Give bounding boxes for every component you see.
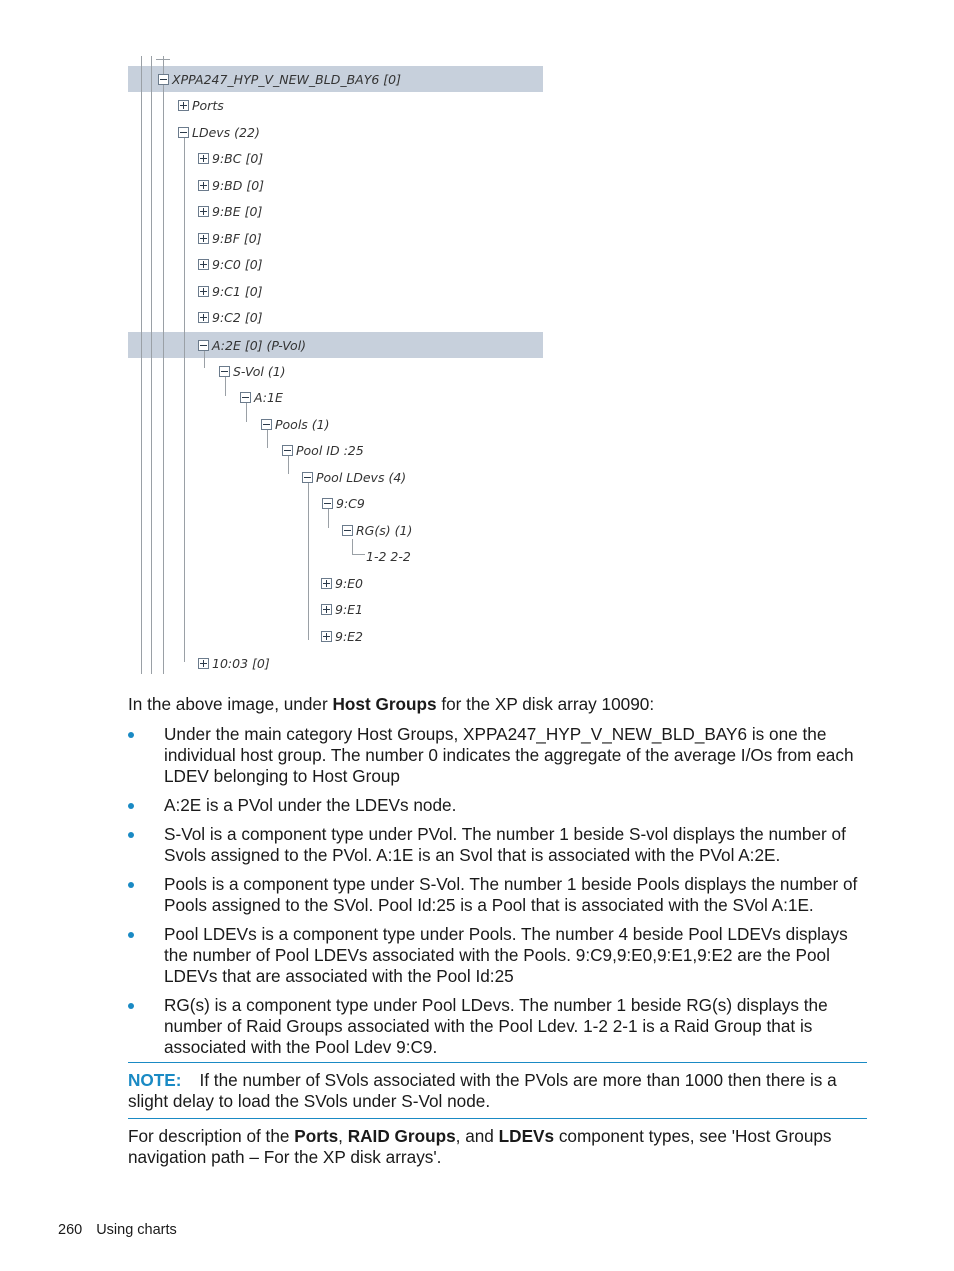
tree-node[interactable] <box>219 362 286 380</box>
tree-connector-line <box>308 480 309 640</box>
expand-plus-icon[interactable] <box>198 259 209 270</box>
tree-node[interactable] <box>198 176 264 194</box>
tree-node-label: 9:E2 <box>335 628 364 644</box>
tree-node[interactable] <box>342 521 412 539</box>
bullet-dot-icon <box>128 732 134 738</box>
tree-node[interactable] <box>322 494 365 512</box>
bullet-dot-icon <box>128 1003 134 1009</box>
tree-node[interactable] <box>198 336 306 354</box>
bullet-list <box>128 724 868 1066</box>
bullet-item <box>128 995 868 1058</box>
bullet-text: Under the main category Host Groups, XPPA247_HYP_V_NEW_BLD_BAY6 is one the individual host group. The number 0 indicates the aggregate of the average I/Os from each LDEV belonging to Host Group <box>164 724 854 786</box>
tree-node[interactable] <box>178 123 260 141</box>
tree-connector-line <box>163 82 164 674</box>
collapse-minus-icon[interactable] <box>158 74 169 85</box>
closing-text: For description of the <box>128 1126 295 1146</box>
note-label: NOTE: <box>128 1070 182 1090</box>
selected-row-highlight <box>128 332 543 358</box>
bullet-dot-icon <box>128 932 134 938</box>
tree-node-label: 9:C9 <box>336 495 365 511</box>
closing-bold-ports: Ports <box>294 1126 339 1146</box>
collapse-minus-icon[interactable] <box>261 419 272 430</box>
bullet-text: S-Vol is a component type under PVol. The number 1 beside S-vol displays the number of Svols assigned to the PVol. A:1E is an Svol that is associated with the PVol A:2E. <box>164 824 846 865</box>
bullet-item <box>128 874 868 916</box>
bullet-text: Pool LDEVs is a component type under Pools. The number 4 beside Pool LDEVs displays the number of Pool LDEVs associated with the Pools. 9:C9,9:E0,9:E1,9:E2 are the Pool LDEVs that are associated with the Pool Id:25 <box>164 924 848 986</box>
bullet-item <box>128 795 868 816</box>
collapse-minus-icon[interactable] <box>282 445 293 456</box>
page-footer <box>58 1222 177 1238</box>
tree-node-label: 1-2 2-2 <box>366 548 411 564</box>
bullet-text: Pools is a component type under S-Vol. The number 1 beside Pools displays the number of Pools assigned to the SVol. Pool Id:25 is a Pool that is associated with the SVol A:1E. <box>164 874 858 915</box>
tree-node-label: 9:BE [0] <box>212 203 263 219</box>
page-number: 260 <box>58 1222 83 1238</box>
note-text: If the number of SVols associated with the PVols are more than 1000 then there is a slight delay to load the SVols under S-Vol node. <box>128 1070 837 1111</box>
expand-plus-icon[interactable] <box>198 658 209 669</box>
expand-plus-icon[interactable] <box>198 312 209 323</box>
expand-plus-icon[interactable] <box>321 604 332 615</box>
host-group-tree-figure <box>128 56 544 676</box>
tree-node[interactable] <box>198 654 270 672</box>
tree-node[interactable] <box>158 70 401 88</box>
tree-node-label: 9:BD [0] <box>212 177 265 193</box>
collapse-minus-icon[interactable] <box>178 127 189 138</box>
tree-node[interactable] <box>198 255 263 273</box>
intro-paragraph <box>128 694 868 715</box>
tree-node-label: A:1E <box>254 389 283 405</box>
tree-node-label: 10:03 [0] <box>212 655 270 671</box>
expand-plus-icon[interactable] <box>198 233 209 244</box>
tree-node-label: Pools (1) <box>275 416 330 432</box>
tree-node[interactable] <box>198 202 262 220</box>
expand-plus-icon[interactable] <box>321 631 332 642</box>
intro-bold-term: Host Groups <box>332 694 437 714</box>
closing-text: , and <box>455 1126 499 1146</box>
tree-node-label: A:2E [0] (P-Vol) <box>212 337 307 353</box>
expand-plus-icon[interactable] <box>178 100 189 111</box>
bullet-text: RG(s) is a component type under Pool LDevs. The number 1 beside RG(s) displays the number of Raid Groups associated with the Pool Ldev. 1-2 2-1 is a Raid Group that is associated with the Pool Ldev 9:C9. <box>164 995 828 1057</box>
tree-node-label: Pool LDevs (4) <box>316 469 407 485</box>
tree-node[interactable] <box>178 96 224 114</box>
bullet-item <box>128 824 868 866</box>
tree-connector-line <box>141 56 142 674</box>
closing-bold-raid-groups: RAID Groups <box>347 1126 456 1146</box>
note-block <box>128 1070 868 1112</box>
tree-node-label: 9:BC [0] <box>212 150 264 166</box>
tree-node-label: Ports <box>192 97 224 113</box>
tree-node-label: S-Vol (1) <box>233 363 286 379</box>
tree-node-label: 9:E1 <box>335 601 364 617</box>
tree-node-label: 9:BF [0] <box>212 230 262 246</box>
tree-node-label: 9:C2 [0] <box>212 309 263 325</box>
tree-connector-line <box>184 138 185 662</box>
tree-node[interactable] <box>198 149 263 167</box>
tree-node[interactable] <box>198 282 263 300</box>
bullet-text: A:2E is a PVol under the LDEVs node. <box>164 795 457 815</box>
collapse-minus-icon[interactable] <box>219 366 230 377</box>
tree-node-label: LDevs (22) <box>192 124 260 140</box>
tree-node[interactable] <box>302 468 406 486</box>
note-bottom-rule <box>128 1118 867 1119</box>
tree-node-label: RG(s) (1) <box>356 522 413 538</box>
tree-node-label: XPPA247_HYP_V_NEW_BLD_BAY6 [0] <box>172 71 401 87</box>
bullet-dot-icon <box>128 832 134 838</box>
intro-text: In the above image, under <box>128 694 333 714</box>
bullet-dot-icon <box>128 803 134 809</box>
bullet-dot-icon <box>128 882 134 888</box>
expand-plus-icon[interactable] <box>321 578 332 589</box>
closing-bold-ldevs: LDEVs <box>498 1126 555 1146</box>
expand-plus-icon[interactable] <box>198 153 209 164</box>
expand-plus-icon[interactable] <box>198 286 209 297</box>
tree-node-label: Pool ID :25 <box>296 442 364 458</box>
collapse-minus-icon[interactable] <box>240 392 251 403</box>
tree-connector-line <box>151 56 152 674</box>
note-top-rule <box>128 1062 867 1063</box>
collapse-minus-icon[interactable] <box>198 340 209 351</box>
tree-node[interactable] <box>240 388 283 406</box>
tree-leaf-connector <box>352 539 365 555</box>
tree-node-label: 9:C1 [0] <box>212 283 263 299</box>
closing-paragraph <box>128 1126 868 1168</box>
tree-node[interactable] <box>198 229 262 247</box>
tree-node[interactable] <box>321 627 363 645</box>
tree-node-label: 9:C0 [0] <box>212 256 263 272</box>
tree-node[interactable] <box>282 441 364 459</box>
bullet-item <box>128 924 868 987</box>
intro-text-end: for the XP disk array 10090: <box>436 694 655 714</box>
tree-node[interactable] <box>321 600 363 618</box>
bullet-item <box>128 724 868 787</box>
tree-node-label: 9:E0 <box>335 575 364 591</box>
tree-node[interactable] <box>261 415 330 433</box>
closing-text: component types, see 'Host Groups navigation path – For the XP disk arrays'. <box>128 1126 832 1167</box>
collapse-minus-icon[interactable] <box>322 498 333 509</box>
footer-section-title: Using charts <box>96 1222 177 1238</box>
collapse-minus-icon[interactable] <box>342 525 353 536</box>
tree-connector-line <box>156 59 170 60</box>
tree-node[interactable] <box>366 547 411 565</box>
expand-plus-icon[interactable] <box>198 206 209 217</box>
tree-node[interactable] <box>321 574 363 592</box>
tree-node[interactable] <box>198 308 263 326</box>
collapse-minus-icon[interactable] <box>302 472 313 483</box>
closing-text: , <box>338 1126 348 1146</box>
expand-plus-icon[interactable] <box>198 180 209 191</box>
